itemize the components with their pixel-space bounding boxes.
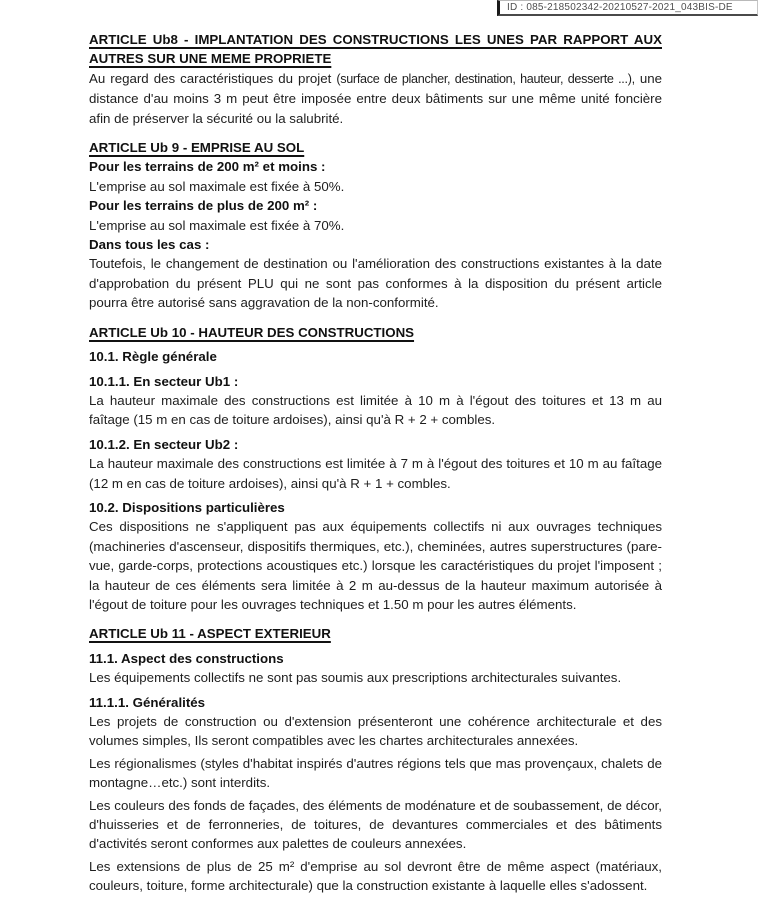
article-ub10-heading: ARTICLE Ub 10 - HAUTEUR DES CONSTRUCTIONS [89, 324, 415, 340]
section-11-1-heading: 11.1. Aspect des constructions [89, 650, 284, 666]
ub9-rule1-label: Pour les terrains de 200 m² et moins : [89, 159, 326, 175]
ub9-rule1-text: L'emprise au sol maximale est fixée à 50%. [89, 178, 345, 194]
article-ub11-heading: ARTICLE Ub 11 - ASPECT EXTERIEUR [89, 626, 331, 642]
article-ub8-paragraph [89, 69, 662, 128]
section-10-1-2-heading: 10.1.2. En secteur Ub2 : [89, 436, 239, 452]
ub9-rule2-text: L'emprise au sol maximale est fixée à 70%. [89, 217, 345, 233]
section-11-1-1-para1: Les projets de construction ou d'extension présenteront une cohérence architecturale et des volumes simples, Ils seront compatibles avec les chartes architecturales annexées. [89, 714, 662, 749]
section-11-1-1-para4: Les extensions de plus de 25 m² d'emprise au sol devront être de même aspect (matériaux, couleurs, toiture, forme architecturale) que la construction existante à laquelle elles s'adossent. [89, 858, 662, 894]
section-11-1-1-heading: 11.1.1. Généralités [89, 694, 206, 710]
document-content [89, 30, 662, 896]
paragraph-text: une distance d'au moins 3 m peut être imposée entre deux bâtiments sur une même unité foncière afin de préserver la sécurité ou la salubrité. [89, 70, 662, 126]
document-id-stamp [497, 0, 758, 16]
section-10-1-1-text: La hauteur maximale des constructions est limitée à 10 m à l'égout des toitures et 13 m au faîtage (15 m en cas de toiture ardoises), ainsi qu'à R + 2 + combles. [89, 392, 662, 428]
section-10-2-text: Ces dispositions ne s'appliquent pas aux équipements collectifs ni aux ouvrages techniques (machineries d'ascenseur, dispositifs thermiques, etc.), cheminées, autres superstructures (pare-vue, garde-corps, protections acoustiques etc.) lorsque les caractéristiques du projet l'imposent ; la hauteur de ces éléments sera limitée à 2 m au-dessus de la hauteur maximum autorisée à l'égout de toiture pour les ouvrages techniques et 1.50 m pour les autres éléments. [89, 519, 662, 612]
section-10-1-heading: 10.1. Règle générale [89, 349, 217, 365]
section-11-1-1-para2: Les régionalismes (styles d'habitat inspirés d'autres régions tels que mas provençaux, chalets de montagne…etc.) sont interdits. [89, 755, 662, 791]
ub9-rule3-text: Toutefois, le changement de destination ou l'amélioration des constructions existantes à la date d'approbation du présent PLU qui ne sont pas conformes à la disposition du présent article pourra être autorisé sans aggravation de la non-conformité. [89, 256, 662, 311]
section-10-1-1-heading: 10.1.1. En secteur Ub1 : [89, 373, 239, 389]
document-id-text: ID : 085-218502342-20210527-2021_043BIS-DE [507, 2, 733, 13]
section-11-1-1-para3: Les couleurs des fonds de façades, des éléments de modénature et de soubassement, de décor, d'huisseries et de ferronneries, de toitures, de devantures commerciales et des bâtiments d'activités seront conformes aux palettes de couleurs annexées. [89, 797, 662, 852]
paragraph-text-narrow: (surface de plancher, destination, hauteur, desserte ...), [336, 71, 635, 86]
article-ub8-heading: ARTICLE Ub8 - IMPLANTATION DES CONSTRUCTIONS LES UNES PAR RAPPORT AUX AUTRES SUR UNE MEME PROPRIETE [89, 32, 662, 67]
paragraph-text: Au regard des caractéristiques du projet [89, 70, 337, 86]
article-ub9-heading: ARTICLE Ub 9 - EMPRISE AU SOL [89, 140, 305, 156]
section-11-1-text: Les équipements collectifs ne sont pas soumis aux prescriptions architecturales suivantes. [89, 670, 622, 686]
ub9-rule3-label: Dans tous les cas : [89, 237, 210, 253]
ub9-rule2-label: Pour les terrains de plus de 200 m² : [89, 198, 318, 214]
section-10-2-heading: 10.2. Dispositions particulières [89, 499, 285, 515]
section-10-1-2-text: La hauteur maximale des constructions est limitée à 7 m à l'égout des toitures et 10 m au faîtage (12 m en cas de toiture ardoises), ainsi qu'à R + 1 + combles. [89, 456, 662, 491]
